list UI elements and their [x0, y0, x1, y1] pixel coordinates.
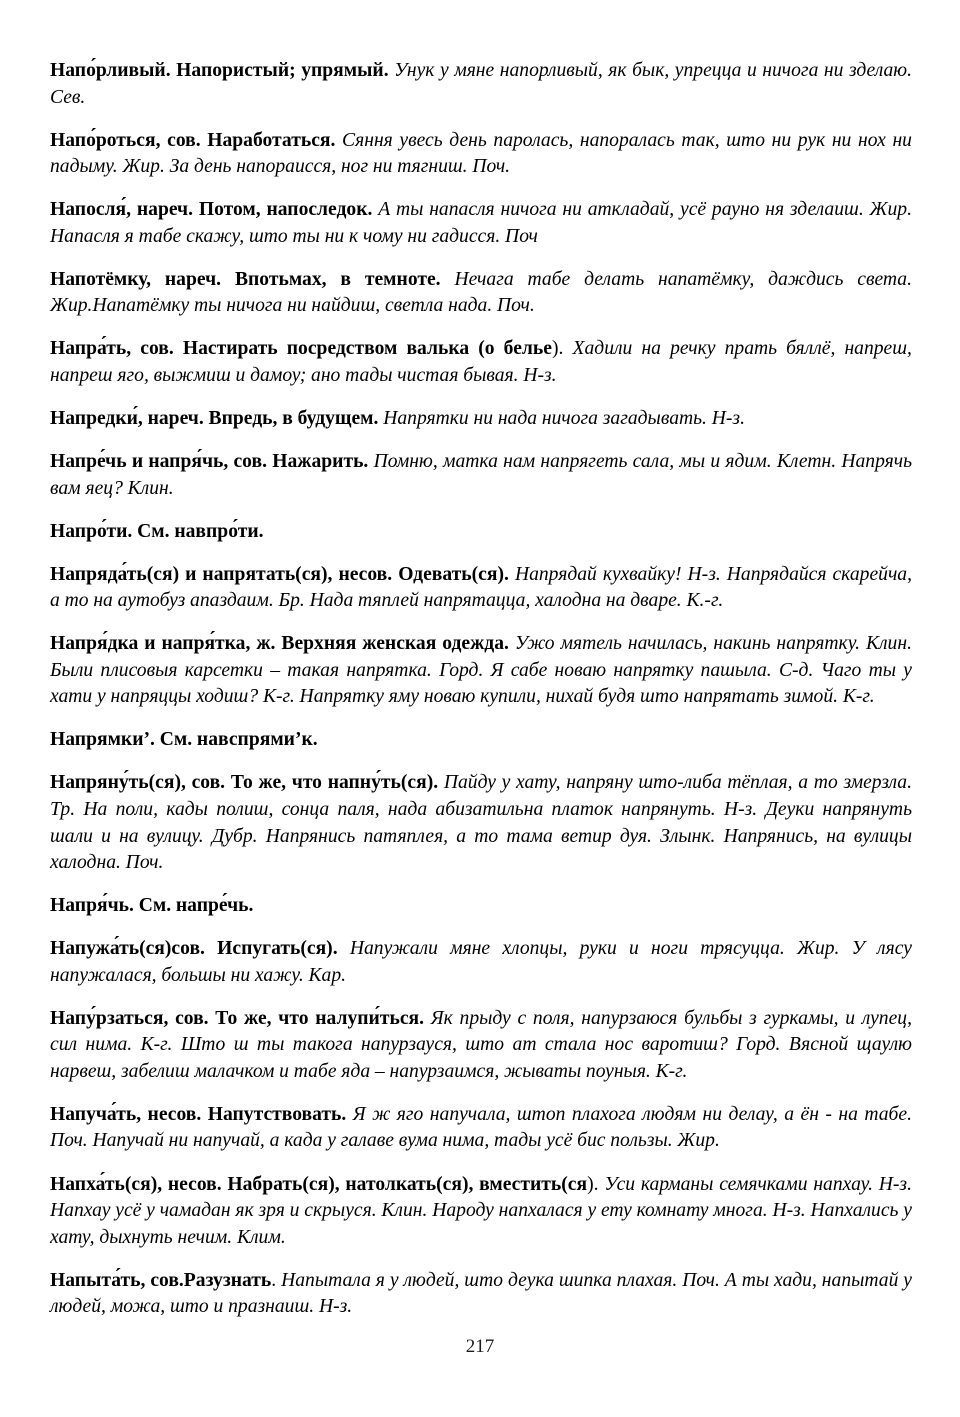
dictionary-entry — [50, 1006, 912, 1086]
entry-headword: Напха́ть(ся), несов. — [50, 1173, 222, 1195]
entry-gloss: Впредь, в будущем. — [208, 407, 379, 429]
entry-headword: Напо́рливый. — [50, 60, 171, 81]
dictionary-entry — [50, 631, 912, 711]
entry-examples: Напрядай кухвайку! Н-з. Напрядайся скарейча, а то на аутобуз апаздаим. Бр. Нада тяплей напрятацца, халодна на дваре. К.-г. — [50, 563, 912, 612]
entry-gloss: См. напре́чь. — [138, 895, 254, 917]
entry-examples: Унук у мяне напорливый, як бык, упрецца и ничога ни зделаю. Сев. — [50, 60, 912, 108]
entry-examples: Я ж яго напучала, штоп плахога людям ни делау, а ён - на табе. Поч. Напучай ни напучай, а када у галаве вума нима, тады усё бис пользы. Жир. — [50, 1103, 912, 1152]
dictionary-entry — [50, 267, 912, 320]
entry-headword: Напря́чь. — [50, 895, 134, 917]
entry-examples: А ты напасля ничога ни аткладай, усё рауно ня зделаиш. Жир. Напасля я табе скажу, што ты ни к чому ни гадисся. Поч — [50, 199, 912, 247]
entry-headword: Напуча́ть, несов. — [50, 1103, 202, 1125]
entry-headword: Напосля́, нареч. — [50, 199, 194, 221]
entry-gloss: Наработаться. — [207, 129, 336, 151]
entry-examples: Помню, матка нам напрягеть сала, мы и ядим. Клетн. Напрячь вам яец? Клин. — [50, 451, 912, 499]
entry-list — [50, 58, 912, 1321]
entry-examples: Як прыду с поля, напурзаюся бульбы з гуркамы, и лупец, сил нима. К-г. Што ш ты такога напурзауся, што ат стала нос варотиш? Горд. Вясной щаулю нарвеш, забелиш малачком и табе яда – напурзаимся, жываты поуныя. К-г. — [50, 1007, 912, 1082]
entry-gloss: Испугать(ся). — [217, 938, 338, 960]
dictionary-entry — [50, 1172, 912, 1252]
dictionary-entry — [50, 197, 912, 250]
entry-gloss: Верхняя женская одежда. — [281, 633, 509, 655]
dictionary-entry — [50, 406, 912, 433]
dictionary-entry — [50, 336, 912, 389]
entry-gloss-tail: ). — [587, 1173, 599, 1195]
dictionary-entry — [50, 519, 912, 546]
entry-headword: Напотёмку, нареч. — [50, 268, 222, 290]
entry-headword: Напо́роться, сов. — [50, 129, 201, 151]
dictionary-entry — [50, 562, 912, 615]
entry-gloss: Напутствовать. — [207, 1103, 347, 1125]
entry-examples: Пайду у хату, напряну што-либа тёплая, а то змерзла. Тр. На поли, кады полиш, сонца паля, нада абизатильна платок напрянуть. Н-з. Деуки напрянуть шали и на вулицу. Дубр. Напрянись патяплея, а то тама ветир дуя. Злынк. Напрянись, на вулицы халодна. Поч. — [50, 772, 912, 874]
entry-gloss: То же, что напну́ть(ся). — [230, 772, 439, 794]
entry-gloss: Набрать(ся), натолкать(ся), вместить(ся — [227, 1173, 588, 1195]
entry-gloss: Потом, напоследок. — [198, 199, 373, 221]
entry-headword: Напредки́, нареч. — [50, 407, 204, 429]
dictionary-entry — [50, 449, 912, 502]
dictionary-entry — [50, 1102, 912, 1155]
entry-examples: Напрятки ни нада ничога загадывать. Н-з. — [383, 407, 745, 429]
entry-examples: Уси карманы семячками напхау. Н-з. Напхау усё у чамадан як зря и скрыуся. Клин. Народу напхалася у ету комнату многа. Н-з. Напхались у хату, дыхнуть нечим. Клим. — [50, 1173, 912, 1248]
dictionary-entry — [50, 936, 912, 989]
dictionary-entry — [50, 1268, 912, 1321]
entry-examples: Ужо мятель начилась, накинь напрятку. Клин. Были плисовыя карсетки – такая напрятка. Горд. Я сабе новаю напрятку пашыла. С-д. Чаго ты у хати у напряццы ходиш? К-г. Напрятку яму новаю купили, нихай будя што напрятать зимой. К-г. — [50, 633, 912, 708]
entry-examples: Нечага табе делать напатёмку, даждись света. Жир.Напатёмку ты ничога ни найдиш, светла нада. Поч. — [50, 268, 912, 317]
entry-gloss: Нажарить. — [272, 451, 369, 473]
entry-headword: Напря́дка и напря́тка, ж. — [50, 633, 276, 655]
entry-headword: Напре́чь и напря́чь, сов. — [50, 451, 267, 473]
entry-gloss-tail: . — [271, 1269, 277, 1291]
entry-headword: Напужа́ть(ся)сов. — [50, 938, 205, 960]
entry-gloss: То же, что налупи́ться. — [215, 1007, 425, 1029]
dictionary-entry — [50, 770, 912, 876]
entry-examples: Напужали мяне хлопцы, руки и ноги трясуцца. Жир. У лясу напужалася, большы ни хажу. Кар. — [50, 938, 912, 986]
entry-gloss: Впотьмах, в темноте. — [234, 268, 441, 290]
entry-headword: Напряда́ть(ся) и напрятать(ся), несов. — [50, 563, 393, 585]
entry-gloss: Настирать посредством валька (о белье — [182, 338, 552, 360]
entry-gloss: Одевать(ся). — [398, 563, 509, 585]
entry-gloss: Напористый; упрямый. — [176, 60, 389, 81]
entry-headword: Напрямки’. — [50, 729, 155, 751]
entry-examples: Напытала я у людей, што деука шипка плахая. Поч. А ты хади, напытай у людей, можа, што и празнаиш. Н-з. — [50, 1269, 912, 1318]
dictionary-entry — [50, 128, 912, 181]
entry-gloss-tail: ). — [551, 338, 564, 360]
dictionary-entry — [50, 58, 912, 111]
dictionary-entry — [50, 727, 912, 754]
entry-gloss: См. навспрями’к. — [159, 729, 318, 751]
entry-headword: Напу́рзаться, сов. — [50, 1007, 209, 1029]
entry-examples: Сяння увесь день паролась, напоралась так, што ни рук ни нох ни падыму. Жир. За день напораисся, ног ни тягниш. Поч. — [50, 129, 912, 178]
entry-headword: Напряну́ть(ся), сов. — [50, 772, 226, 794]
entry-examples: Хадили на речку прать бяллё, напреш, напреш яго, выжмиш и дамоу; ано тады чистая бывая. Н-з. — [50, 338, 912, 386]
entry-headword: Напро́ти. — [50, 520, 133, 542]
page-number: 217 — [465, 1336, 495, 1357]
entry-headword: Напра́ть, сов. — [50, 338, 174, 360]
dictionary-entry — [50, 893, 912, 920]
entry-gloss: См. навпро́ти. — [137, 520, 264, 542]
entry-headword: Напыта́ть, сов.Разузнать — [50, 1269, 272, 1291]
